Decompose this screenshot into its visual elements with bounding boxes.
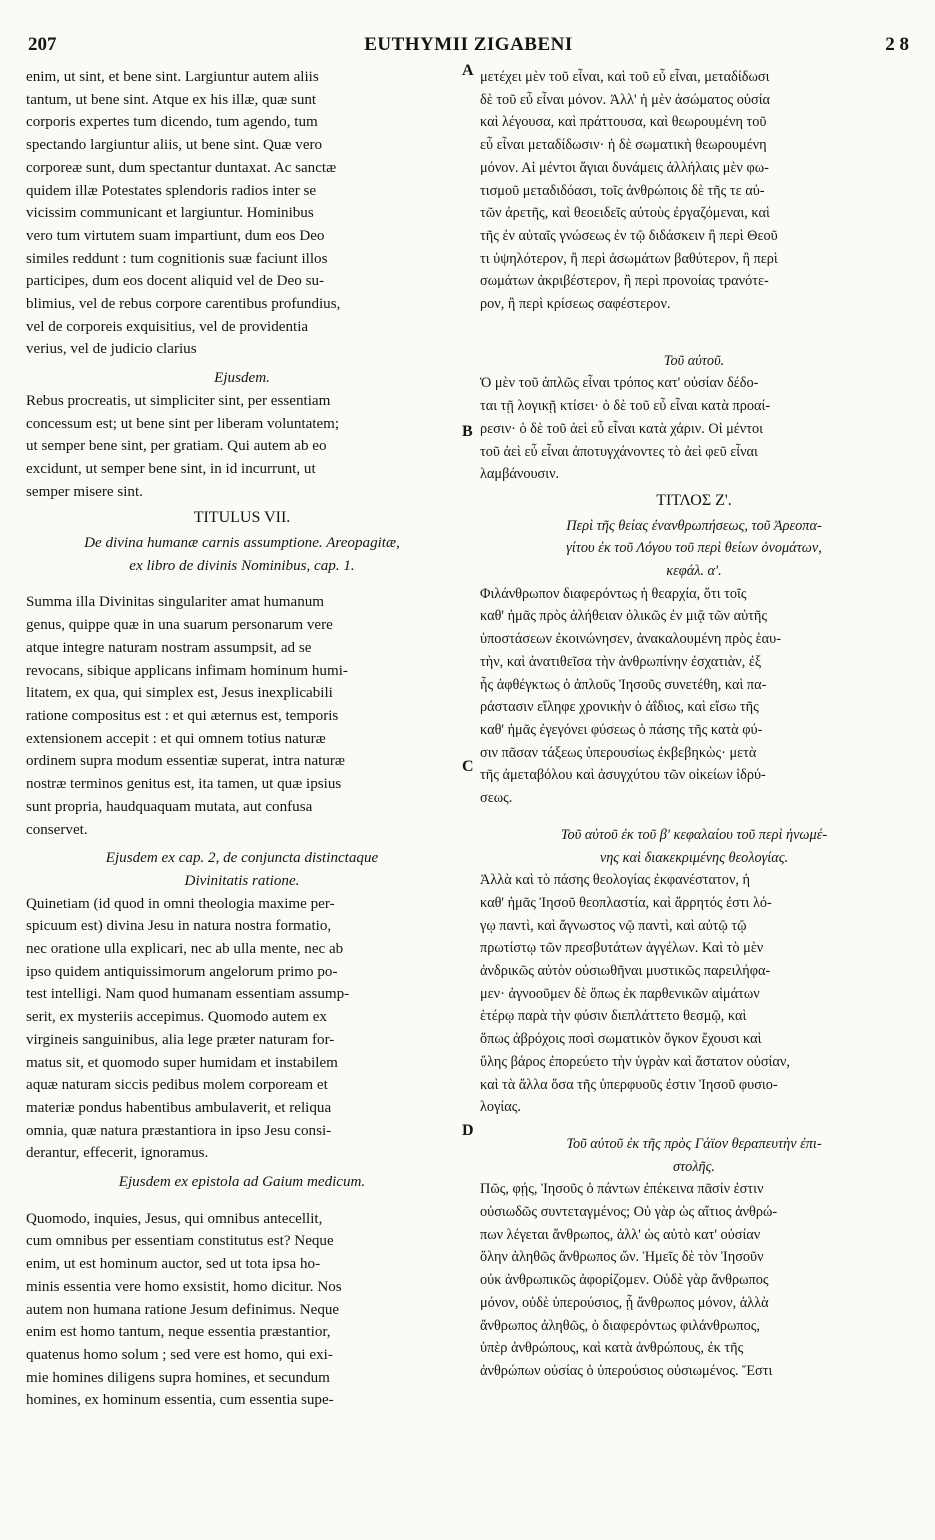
text-line: ἀνδρικῶς αὐτὸν οὐσιωθῆναι μυστικῶς παρειλήφα- xyxy=(480,963,771,980)
greek-paragraph xyxy=(480,1178,908,1382)
text-line: participes, dum eos docent aliquid vel de Deo su- xyxy=(26,273,325,290)
text-line: revocans, sibique applicans infimam hominum humi- xyxy=(26,662,348,679)
text-line: τι ὑψηλότερον, ἢ περὶ ἀσωμάτων βαθύτερον, ἢ περὶ xyxy=(480,250,778,267)
text-line: derantur, effecerit, ignoramus. xyxy=(26,1145,209,1162)
text-line: Summa illa Divinitas singulariter amat humanum xyxy=(26,594,325,611)
text-line: corporeæ sunt, dum spectantur duntaxat. Ac sanctæ xyxy=(26,159,337,176)
section-heading: Ejusdem. xyxy=(214,370,270,387)
text-line: enim, ut est hominum auctor, sed ut tota ipsa ho- xyxy=(26,1256,321,1273)
text-line: enim est homo tantum, neque essentia præstantior, xyxy=(26,1324,331,1341)
text-line: ἧς ἀφθέγκτως ὁ ἁπλοῦς Ἰησοῦς συνετέθη, καὶ πα- xyxy=(480,676,767,693)
section-heading: Τοῦ αὐτοῦ. xyxy=(663,352,725,369)
text-line: vicissim communicant et largiuntur. Hominibus xyxy=(26,205,314,222)
heading-line: Περὶ τῆς θείας ἐνανθρωπήσεως, τοῦ Ἀρεοπα- xyxy=(566,517,822,534)
text-line: Quomodo, inquies, Jesus, qui omnibus antecellit, xyxy=(26,1210,323,1227)
latin-paragraph xyxy=(26,1208,458,1412)
text-line: similes reddunt : tum cognitionis suæ faciunt illos xyxy=(26,250,328,267)
text-line: ὅπως ἀβρόχοις ποσὶ σωματικὸν ὄγκον ἔχουσι καὶ xyxy=(480,1031,762,1048)
text-line: καὶ λέγουσα, καὶ πράττουσα, καὶ θεωρουμένη τοῦ xyxy=(480,114,767,131)
chapter-title: TITULUS VII. xyxy=(193,509,291,527)
text-line: tantum, ut bene sint. Atque ex his illæ, quæ sunt xyxy=(26,91,317,108)
latin-paragraph xyxy=(26,390,458,504)
text-line: conservet. xyxy=(26,821,88,838)
text-line: γῳ παντὶ, καὶ ἄγνωστος νῷ παντὶ, καὶ αὐτῷ τῷ xyxy=(480,917,747,934)
greek-paragraph xyxy=(480,372,908,486)
text-line: τισμοῦ μεταδιδόασι, τοῖς ἀνθρώποις δὲ τῆς τε αὐ- xyxy=(480,182,765,199)
text-line: πρωτίστῳ τῶν πρεσβυτάτων ἀγγέλων. Καὶ τὸ μὲν xyxy=(480,940,764,957)
latin-paragraph xyxy=(26,893,458,1165)
text-line: μεν· ἀγνοοῦμεν δὲ ὅπως ἐκ παρθενικῶν αἱμάτων xyxy=(480,985,760,1002)
heading-line: ex libro de divinis Nominibus, cap. 1. xyxy=(129,557,355,574)
greek-column xyxy=(480,66,908,1383)
text-line: Ὁ μὲν τοῦ ἁπλῶς εἶναι τρόπος κατ' οὐσίαν δέδο- xyxy=(480,375,759,392)
text-line: autem non humana ratione Jesum definimus. Neque xyxy=(26,1301,340,1318)
heading-line: κεφάλ. α'. xyxy=(666,563,722,580)
text-line: quatenus homo solum ; sed vere est homo, qui exi- xyxy=(26,1346,333,1363)
text-line: Φιλάνθρωπον διαφερόντως ἡ θεαρχία, ὅτι τοῖς xyxy=(480,585,747,602)
running-header xyxy=(28,34,909,60)
text-line: καθ' ἡμᾶς ἐγεγόνει φύσεως ὁ πάσης τῆς κατὰ φύ- xyxy=(480,721,763,738)
chapter-title: ΤΙΤΛΟΣ Ζ'. xyxy=(656,491,732,509)
text-line: blimius, vel de rebus corpore carentibus profundius, xyxy=(26,296,341,313)
text-line: quidem illæ Potestates splendoris radios inter se xyxy=(26,182,317,199)
heading-line: Τοῦ αὐτοῦ ἐκ τῆς πρὸς Γάϊον θεραπευτὴν ἐπι- xyxy=(566,1135,822,1152)
text-line: καθ' ἡμᾶς πρὸς ἀλήθειαν ὁλικῶς ἐν μιᾷ τῶν αὐτῆς xyxy=(480,608,768,625)
text-line: minis essentia vere homo exsistit, homo dicitur. Nos xyxy=(26,1278,342,1295)
text-line: Quinetiam (id quod in omni theologia maxime per- xyxy=(26,895,335,912)
text-line: ται τῇ λογικῇ κτίσει· ὁ δὲ τοῦ εὖ εἶναι κατὰ προαί- xyxy=(480,398,771,415)
text-line: ἑτέρῳ παρὰ τὴν φύσιν διεπλάττετο θεσμῷ, καὶ xyxy=(480,1008,747,1025)
text-line: concessum est; ut bene sint per liberam voluntatem; xyxy=(26,415,340,432)
text-line: σωμάτων ἀκριβέστερον, ἢ περὶ προνοίας τρανότε- xyxy=(480,273,769,290)
text-line: genus, quippe quæ in una suarum personarum vere xyxy=(26,617,333,634)
heading-line: Ejusdem ex cap. 2, de conjuncta distinctaque xyxy=(105,850,379,867)
latin-paragraph xyxy=(26,66,458,361)
text-line: sunt propria, haudquaquam mutata, aut confusa xyxy=(26,798,313,815)
text-line: virgineis sanguinibus, alia lege præter naturam for- xyxy=(26,1031,335,1048)
heading-line: στολῆς. xyxy=(673,1158,715,1175)
text-line: λαμβάνουσιν. xyxy=(480,466,560,483)
text-line: τῶν ἀρετῆς, καὶ θεοειδεῖς αὐτοὺς ἐργαζόμεναι, καὶ xyxy=(480,205,770,222)
section-heading xyxy=(480,515,908,583)
section-heading xyxy=(26,847,458,892)
margin-marker-c: C xyxy=(462,758,474,775)
text-line: spectando largiuntur aliis, ut bene sint. Quæ vero xyxy=(26,137,323,154)
text-line: omnia, quæ natura præstantiora in ipso Jesu consi- xyxy=(26,1122,332,1139)
text-line: serit, ex mysteriis accepimus. Quomodo autem ex xyxy=(26,1009,327,1026)
text-line: ὑποστάσεων ἐκοινώνησεν, ἀνακαλουμένη πρὸς ἑαυ- xyxy=(480,631,782,648)
latin-paragraph xyxy=(26,591,458,841)
text-line: σεως. xyxy=(480,790,513,807)
text-line: extensionem accepit : et qui omnem totius naturæ xyxy=(26,730,326,747)
section-heading xyxy=(26,532,458,577)
text-line: nostræ terminos genitus est, ita tamen, ut quæ ipsius xyxy=(26,776,342,793)
text-line: semper misere sint. xyxy=(26,483,143,500)
text-line: ὕλης βάρος ἐπορεύετο τὴν ὑγρὰν καὶ ἄστατον οὐσίαν, xyxy=(480,1053,790,1070)
text-line: ἀνθρώπων οὐσίας ὁ ὑπερούσιος οὐσιωμένος. Ἔστι xyxy=(480,1362,773,1379)
text-line: Rebus procreatis, ut simpliciter sint, per essentiam xyxy=(26,392,331,409)
text-line: mie homines diligens supra homines, et secundum xyxy=(26,1369,330,1386)
text-line: ρεσιν· ὁ δὲ τοῦ ἀεὶ εὖ εἶναι κατὰ χάριν. Οἱ μέντοι xyxy=(480,420,763,437)
text-line: λογίας. xyxy=(480,1099,521,1116)
text-line: ρον, ἢ περὶ κρίσεως σαφέστερον. xyxy=(480,296,671,313)
page-number: 207 xyxy=(28,34,57,55)
text-line: ordinem supra modum essentiæ superat, intra naturæ xyxy=(26,753,346,770)
heading-line: γίτου ἐκ τοῦ Λόγου τοῦ περὶ θείων ὀνομάτων, xyxy=(566,540,822,557)
text-line: μετέχει μὲν τοῦ εἶναι, καὶ τοῦ εὖ εἶναι, μεταδίδωσι xyxy=(480,69,770,85)
text-line: τοῦ ἀεὶ εὖ εἶναι ἀποτυγχάνοντες τὸ ἀεὶ φεῦ εἶναι xyxy=(480,443,758,460)
text-line: τὴν, καὶ ἀνατιθεῖσα τὴν ἀνθρωπίνην ἐσχατιὰν, ἐξ xyxy=(480,653,762,670)
text-line: litatem, ex qua, qui simplex est, Jesus inexplicabili xyxy=(26,685,333,702)
text-line: ut semper bene sint, per gratiam. Qui autem ab eo xyxy=(26,438,327,455)
heading-line: Divinitatis ratione. xyxy=(184,872,300,889)
text-line: ipso quidem antiquissimorum angelorum primo po- xyxy=(26,963,338,980)
text-line: μόνον, οὐδὲ ὑπερούσιος, ᾗ ἄνθρωπος μόνον, ἀλλὰ xyxy=(480,1294,769,1311)
header-right-number: 2 8 xyxy=(885,34,909,55)
text-line: δὲ τοῦ εὖ εἶναι μόνον. Ἀλλ' ἡ μὲν ἀσώματος οὐσία xyxy=(480,91,771,108)
text-line: ἄνθρωπος ἀληθῶς, ὁ διαφερόντως φιλάνθρωπος, xyxy=(480,1317,760,1334)
text-line: matus sit, et quomodo super humidam et instabilem xyxy=(26,1054,338,1071)
text-line: τῆς ἀμεταβόλου καὶ ἀσυγχύτου τῶν οἰκείων ἱδρύ- xyxy=(480,767,766,784)
text-line: cum omnibus per essentiam constitutus est? Neque xyxy=(26,1233,334,1250)
text-line: atque integre naturam nostram assumpsit, ad se xyxy=(26,639,312,656)
text-line: οὐκ ἀνθρωπικῶς ἀφορίζομεν. Οὐδὲ γὰρ ἄνθρωπος xyxy=(480,1272,769,1289)
section-heading: Ejusdem ex epistola ad Gaium medicum. xyxy=(118,1174,366,1191)
text-line: μόνον. Αἱ μέντοι ἅγιαι δυνάμεις ἀλλήλαις μὲν φω- xyxy=(480,159,769,176)
text-line: ὑπὲρ ἀνθρώπους, καὶ κατὰ ἀνθρώπους, ἐκ τῆς xyxy=(480,1340,744,1357)
heading-line: νης καὶ διακεκριμένης θεολογίας. xyxy=(599,849,789,866)
heading-line: Τοῦ αὐτοῦ ἐκ τοῦ β' κεφαλαίου τοῦ περὶ ἡνωμέ- xyxy=(560,826,828,843)
text-line: aquæ naturam siccis pedibus molem corpoream et xyxy=(26,1077,328,1094)
text-line: οὐσιωδῶς συντεταγμένος; Οὐ γὰρ ὡς αἴτιος ἀνθρώ- xyxy=(480,1204,778,1221)
text-line: corporis expertes tum dicendo, tum agendo, tum xyxy=(26,114,318,131)
text-line: nec oratione ulla explicari, nec ab ulla mente, nec ab xyxy=(26,941,344,958)
text-line: ράστασιν εἴληφε χρονικὴν ὁ ἀΐδιος, καὶ εἴσω τῆς xyxy=(480,699,759,716)
text-line: ratione compositus est : et qui æternus est, temporis xyxy=(26,707,339,724)
text-line: homines, ex hominum essentia, cum essentia supe- xyxy=(26,1392,334,1409)
text-line: εὖ εἶναι μεταδίδωσιν· ἡ δὲ σωματικὴ θεωρουμένη xyxy=(480,137,767,154)
section-heading xyxy=(480,1133,908,1178)
text-line: enim, ut sint, et bene sint. Largiuntur autem aliis xyxy=(26,69,319,85)
margin-marker-a: A xyxy=(462,62,474,79)
text-line: spicuum est) divina Jesu in natura nostra formatio, xyxy=(26,918,332,935)
latin-column xyxy=(26,66,458,1412)
text-line: Πῶς, φῄς, Ἰησοῦς ὁ πάντων ἐπέκεινα πᾶσίν ἐστιν xyxy=(480,1181,764,1198)
text-line: materiæ pondus habentibus ambulaverit, et reliqua xyxy=(26,1099,332,1116)
margin-marker-d: D xyxy=(462,1122,474,1139)
text-line: test intelligi. Nam quod humanam essentiam assump- xyxy=(26,986,350,1003)
margin-marker-b: B xyxy=(462,423,473,440)
text-line: vero tum virtutem suam impartiunt, dum eos Deo xyxy=(26,227,325,244)
greek-paragraph xyxy=(480,583,908,810)
greek-paragraph xyxy=(480,869,908,1119)
text-line: καθ' ἡμᾶς Ἰησοῦ θεοπλαστία, καὶ ἄρρητός ἐστι λό- xyxy=(480,894,772,911)
text-line: σιν πᾶσαν τάξεως ὑπερουσίως ἐκβεβηκὼς· μετὰ xyxy=(480,744,757,761)
heading-line: De divina humanæ carnis assumptione. Areopagitæ, xyxy=(84,535,400,552)
text-line: ὅλην ἀληθῶς ἄνθρωπος ὤν. Ἡμεῖς δὲ τὸν Ἰησοῦν xyxy=(480,1249,764,1266)
text-line: excidunt, ut semper bene sint, in id incurrunt, ut xyxy=(26,460,316,477)
section-heading xyxy=(480,824,908,869)
running-title: EUTHYMII ZIGABENI xyxy=(364,34,573,55)
text-line: καὶ τὰ ἄλλα ὅσα τῆς ὑπερφυοῦς ἐστιν Ἰησοῦ φυσιο- xyxy=(480,1076,778,1093)
text-line: Ἀλλὰ καὶ τὸ πάσης θεολογίας ἐκφανέστατον, ἡ xyxy=(480,872,751,889)
text-line: verius, vel de judicio clarius xyxy=(26,341,197,358)
text-line: τῆς ἐν αὐταῖς γνώσεως ἐν τῷ διδάσκειν ἢ περὶ Θεοῦ xyxy=(480,227,778,244)
text-line: vel de corporeis exquisitius, vel de providentia xyxy=(26,318,309,335)
text-line: πων λέγεται ἄνθρωπος, ἀλλ' ὡς αὐτὸ κατ' οὐσίαν xyxy=(480,1226,761,1243)
greek-paragraph xyxy=(480,66,908,316)
